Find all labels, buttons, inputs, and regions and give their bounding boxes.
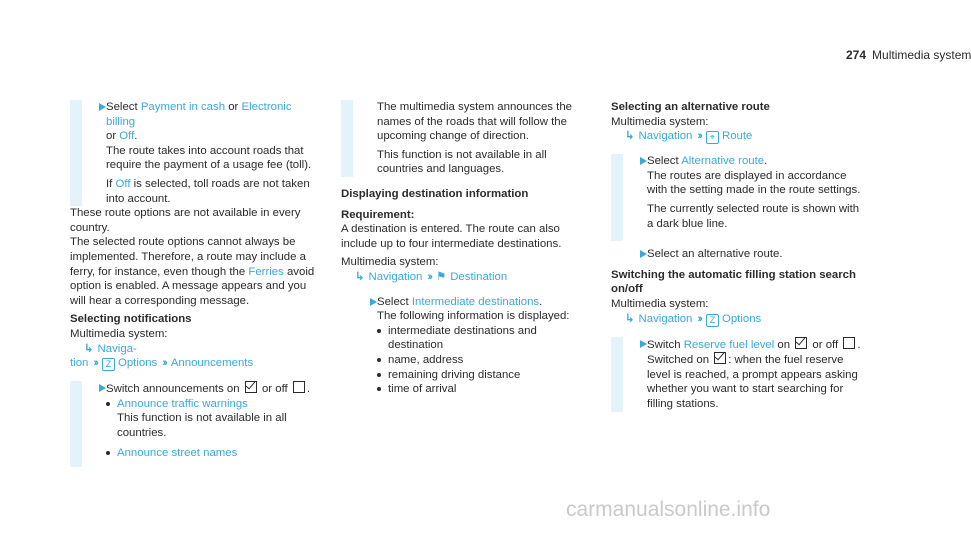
text: This function is not available in all countries and languages. <box>377 148 547 176</box>
destination-flag-icon: ⚑ <box>435 270 447 283</box>
nav-path <box>341 270 593 285</box>
heading-destination-information: Displaying destination information <box>341 187 529 200</box>
nav-route[interactable]: Route <box>721 130 753 143</box>
step-select-intermediate: Select Intermediate destinations. The following information is displayed: intermediate destinations and destination name, address remaining driving distance time of arrival <box>341 295 593 397</box>
route-icon: ⌖ <box>706 131 719 144</box>
step-arrow-icon <box>99 384 106 392</box>
nav-path <box>70 342 322 357</box>
step-continuation <box>341 100 593 177</box>
nav-destination[interactable]: Destination <box>450 270 508 283</box>
option-announce-traffic-warnings[interactable]: Announce traffic warnings <box>117 397 248 410</box>
bullet-icon <box>377 387 381 391</box>
column-1: Select Payment in cash or Electronic billing or Off. The route takes into account roads that require the payment of a usage fee (toll). If Off is selected, toll roads are not taken into account. These route options are not available in every country. The selected route options cannot always be implemented. Therefore, a route may include a ferry, for instance, even though the Ferries avoid option is enabled. A message appears and you will hear a corresponding message. Selecting notifications Multimedia system: ↳ Naviga- tion ›› Z Options ›› Announcements Switch announcements on or off . Announce traffic warnings This function is not available in all countries. Announce street names <box>70 100 322 467</box>
double-chevron-icon: ›› <box>697 130 701 143</box>
double-chevron-icon: ›› <box>427 270 431 283</box>
section-title: Multimedia system <box>872 48 971 62</box>
list-item: intermediate destinations and destination <box>377 324 593 353</box>
nav-navigation[interactable]: Naviga- <box>97 342 137 355</box>
step-bar <box>611 154 623 241</box>
double-chevron-icon: ›› <box>162 357 166 370</box>
bullet-icon <box>377 373 381 377</box>
nav-navigation[interactable]: Navigation <box>638 312 693 325</box>
heading-filling-station-search: Switching the automatic filling station search on/off <box>611 268 856 296</box>
column-2 <box>341 100 593 397</box>
step-bar <box>611 337 623 412</box>
checkbox-checked-icon <box>795 337 807 349</box>
double-chevron-icon: ›› <box>93 357 97 370</box>
nav-path <box>611 129 863 144</box>
heading-alternative-route: Selecting an alternative route <box>611 101 770 113</box>
list-item <box>106 397 322 412</box>
option-ferries: Ferries <box>248 265 284 278</box>
option-off[interactable]: Off <box>119 130 135 143</box>
multimedia-label: Multimedia system: <box>70 327 168 340</box>
step-arrow-icon <box>99 103 106 111</box>
text: Select an alternative route. <box>647 248 783 261</box>
nav-navigation[interactable]: Navigation <box>368 270 423 283</box>
option-electronic-billing[interactable]: Electronic billing <box>106 101 292 128</box>
requirement-label: Requirement: <box>341 208 415 221</box>
options-icon: Z <box>706 314 719 327</box>
step-select-alternative: Select Alternative route. The routes are displayed in accordance with the setting made in the route settings. The currently selected route is shown with a dark blue line. <box>611 154 863 241</box>
step-switch-reserve: Switch Reserve fuel level on or off . Switched on : when the fuel reserve level is reached, a prompt appears asking whether you want to start searching for filling stations. <box>611 337 863 412</box>
nav-options[interactable]: Options <box>721 312 762 325</box>
step-select-route <box>611 247 863 262</box>
column-3 <box>611 100 863 412</box>
text: The multimedia system announces the names of the roads that will follow the upcoming change of direction. <box>377 101 573 143</box>
text: The route takes into account roads that require the payment of a usage fee (toll). <box>106 144 312 172</box>
return-arrow-icon: ↳ <box>625 130 635 143</box>
option-payment-in-cash[interactable]: Payment in cash <box>140 101 226 113</box>
bullet-icon <box>106 402 110 406</box>
checkbox-empty-icon <box>843 337 855 349</box>
step-bar <box>70 381 82 467</box>
checkbox-checked-icon <box>245 381 257 393</box>
option-off-ref: Off <box>115 177 131 190</box>
heading-selecting-notifications: Selecting notifications <box>70 313 192 326</box>
requirement-text: A destination is entered. The route can also include up to four intermediate destinations. <box>341 223 562 250</box>
option-announce-street-names[interactable]: Announce street names <box>117 447 238 460</box>
nav-announcements[interactable]: Announcements <box>170 357 254 370</box>
paragraph: These route options are not available in every country. <box>70 207 301 234</box>
watermark: carmanualsonline.info <box>566 498 771 521</box>
step-arrow-icon <box>640 250 647 258</box>
return-arrow-icon: ↳ <box>84 342 94 355</box>
list-item <box>106 446 322 461</box>
nav-path <box>611 312 863 327</box>
checkbox-checked-icon <box>714 352 726 364</box>
step-arrow-icon <box>370 298 377 306</box>
text: This function is not available in all countries. <box>117 412 287 439</box>
double-chevron-icon: ›› <box>697 312 701 325</box>
bullet-icon <box>377 358 381 362</box>
options-icon: Z <box>102 358 115 371</box>
multimedia-label: Multimedia system: <box>341 256 439 269</box>
text: The following information is displayed: <box>377 310 570 323</box>
text: The currently selected route is shown with a dark blue line. <box>647 202 860 230</box>
list-item: name, address <box>377 353 593 368</box>
step-arrow-icon <box>640 340 647 348</box>
list-item: time of arrival <box>377 382 593 397</box>
page-number: 274 <box>846 48 867 62</box>
nav-navigation[interactable]: Navigation <box>638 130 693 143</box>
step-bar <box>70 100 82 206</box>
nav-options[interactable]: Options <box>117 357 158 370</box>
multimedia-label: Multimedia system: <box>611 115 709 128</box>
step-select-payment: Select Payment in cash or Electronic billing or Off. The route takes into account roads that require the payment of a usage fee (toll). If Off is selected, toll roads are not taken into account. <box>70 100 322 206</box>
checkbox-empty-icon <box>293 381 305 393</box>
option-reserve-fuel-level[interactable]: Reserve fuel level <box>683 338 775 351</box>
option-intermediate-destinations[interactable]: Intermediate destinations <box>411 295 540 308</box>
return-arrow-icon: ↳ <box>625 312 635 325</box>
bullet-icon <box>106 451 110 455</box>
page-header <box>846 48 971 63</box>
step-arrow-icon <box>640 157 647 165</box>
step-switch-announcements: Switch announcements on or off . Announce traffic warnings This function is not available in all countries. Announce street names <box>70 381 322 467</box>
nav-navigation-cont[interactable]: tion <box>70 357 89 370</box>
step-bar <box>341 100 353 177</box>
option-alternative-route[interactable]: Alternative route <box>681 155 765 168</box>
list-item: remaining driving distance <box>377 368 593 383</box>
bullet-icon <box>377 329 381 333</box>
multimedia-label: Multimedia system: <box>611 297 709 310</box>
text: The routes are displayed in accordance with the setting made in the route settings. <box>647 169 861 197</box>
return-arrow-icon: ↳ <box>355 270 365 283</box>
